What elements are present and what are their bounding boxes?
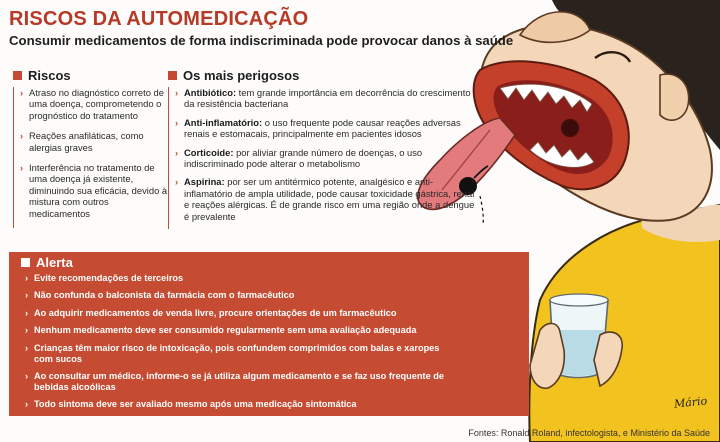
list-item — [20, 162, 168, 219]
perigosos-heading-label: Os mais perigosos — [183, 68, 300, 83]
alerta-item-text: Todo sintoma deve ser avaliado mesmo após uma medicação sintomática — [34, 399, 357, 410]
arrow-right-icon: › — [20, 87, 24, 98]
list-item — [25, 273, 445, 284]
drug-description: o uso frequente pode causar reações adversas renais e estomacais, principalmente em pacientes idosos — [184, 116, 461, 140]
alerta-item-text: Ao adquirir medicamentos de venda livre, procure orientações de um farmacêutico — [34, 307, 397, 318]
alerta-item-text: Crianças têm maior risco de intoxicação, pois confundem comprimidos com balas e xaropes com sucos — [34, 342, 440, 364]
arrow-right-icon: › — [175, 87, 179, 98]
square-icon — [21, 258, 30, 267]
drug-name: Anti-inflamatório: — [184, 116, 263, 128]
list-item — [25, 308, 445, 319]
source-credit: Fontes: Ronald Roland, infectologista, e Ministério da Saúde — [468, 428, 710, 438]
alerta-heading — [21, 255, 73, 270]
drug-description: tem grande importância em decorrência do crescimento da resistência bacteriana — [184, 87, 471, 110]
alerta-item-text: Evite recomendações de terceiros — [34, 273, 184, 283]
arrow-right-icon: › — [25, 290, 29, 301]
alerta-item-text: Ao consultar um médico, informe-o se já utiliza algum medicamento e se faz uso frequente de bebidas alcoólicas — [34, 370, 444, 392]
drug-description: por ser um antitérmico potente, analgésico e anti-inflamatório de ampla utilidade, pode causar toxicidade gástrica, renal e reações alérgicas. É de grande risco em uma região onde a dengue é prevalente — [184, 176, 475, 222]
list-item — [175, 176, 475, 222]
page-title: RISCOS DA AUTOMEDICAÇÃO — [9, 8, 309, 30]
page-subtitle: Consumir medicamentos de forma indiscriminada pode provocar danos à saúde — [9, 33, 514, 48]
drug-name: Aspirina: — [184, 176, 225, 188]
throat-spot — [561, 119, 579, 137]
perigosos-heading — [168, 68, 299, 83]
alerta-box — [9, 252, 529, 416]
list-item — [25, 325, 445, 336]
perigosos-list — [168, 87, 475, 229]
list-item — [25, 399, 445, 410]
arrow-right-icon: › — [25, 342, 29, 353]
artist-signature: Mário — [673, 394, 708, 411]
list-item — [25, 290, 445, 301]
drug-name: Corticoide: — [184, 146, 234, 158]
list-item — [175, 147, 475, 170]
riscos-heading — [13, 68, 71, 83]
arrow-right-icon: › — [20, 162, 24, 174]
list-item — [25, 343, 445, 365]
arrow-right-icon: › — [20, 130, 24, 142]
riscos-item-text: Interferência no tratamento de uma doença já existente, diminuindo sua eficácia, devido à mistura com outros medicamentos — [29, 162, 168, 219]
list-item — [175, 117, 475, 140]
alerta-item-text: Nenhum medicamento deve ser consumido regularmente sem uma avaliação adequada — [34, 325, 417, 336]
riscos-list — [13, 87, 168, 228]
arrow-right-icon: › — [175, 176, 179, 188]
arrow-right-icon: › — [175, 146, 179, 158]
arrow-right-icon: › — [25, 370, 29, 381]
list-item — [175, 87, 475, 110]
arrow-right-icon: › — [175, 116, 179, 128]
square-icon — [13, 71, 22, 80]
alerta-list — [25, 273, 445, 417]
arrow-right-icon: › — [25, 273, 29, 283]
list-item — [20, 130, 168, 153]
drug-name: Antibiótico: — [184, 87, 237, 98]
arrow-right-icon: › — [25, 399, 29, 410]
square-icon — [168, 71, 177, 80]
drug-description: por aliviar grande número de doenças, o uso indiscriminado pode alterar o metabolismo — [184, 146, 423, 170]
list-item — [20, 87, 168, 121]
list-item — [25, 371, 445, 393]
riscos-item-text: Atraso no diagnóstico correto de uma doença, comprometendo o prognóstico do tratamento — [29, 87, 164, 121]
arrow-right-icon: › — [25, 307, 29, 318]
riscos-item-text: Reações anafiláticas, como alergias graves — [29, 130, 144, 153]
riscos-heading-label: Riscos — [28, 68, 71, 83]
alerta-heading-label: Alerta — [36, 255, 73, 270]
alerta-item-text: Não confunda o balconista da farmácia com o farmacêutico — [34, 290, 295, 301]
arrow-right-icon: › — [25, 325, 29, 336]
